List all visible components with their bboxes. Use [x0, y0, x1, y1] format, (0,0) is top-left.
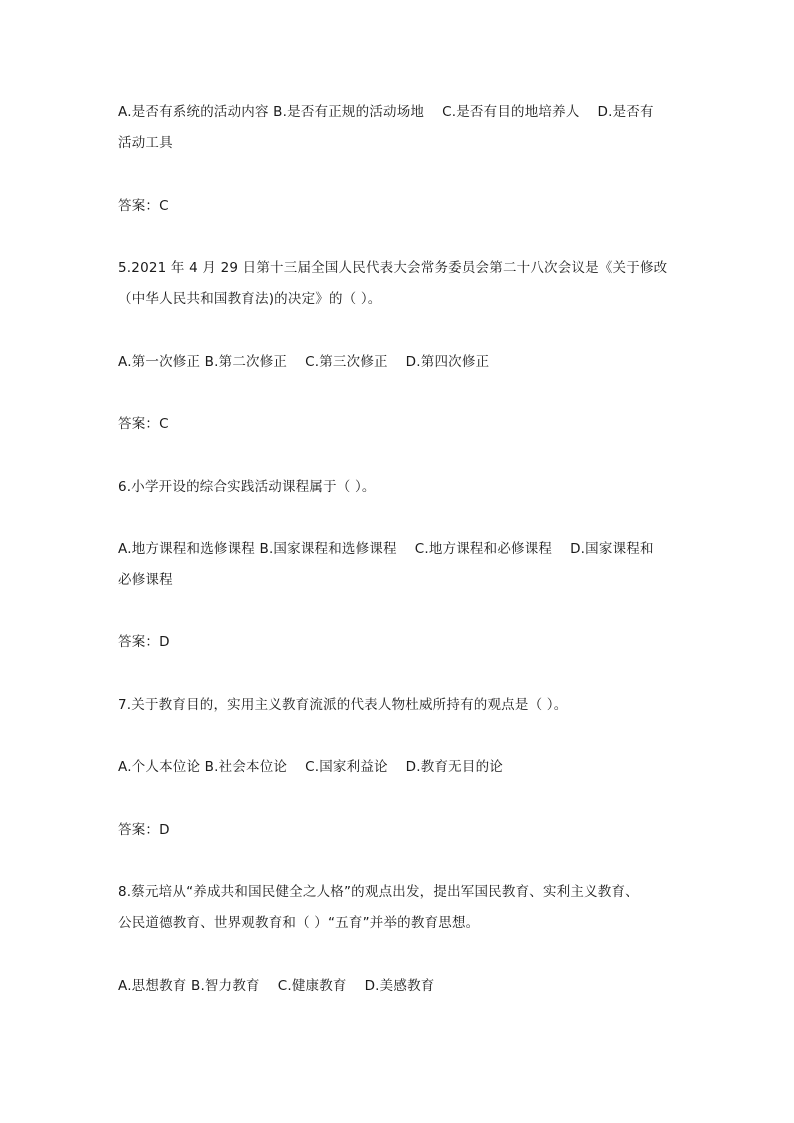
q6-answer: 答案：D	[118, 634, 170, 650]
q6-options-line-2: 必修课程	[118, 572, 173, 588]
q5-answer: 答案：C	[118, 416, 169, 432]
q4-options-line-1: A.是否有系统的活动内容 B.是否有正规的活动场地 C.是否有目的地培养人 D.是否有	[118, 104, 654, 120]
q5-options: A.第一次修正 B.第二次修正 C.第三次修正 D.第四次修正	[118, 354, 490, 370]
q7-options: A.个人本位论 B.社会本位论 C.国家利益论 D.教育无目的论	[118, 759, 503, 775]
q7-question: 7.关于教育目的，实用主义教育流派的代表人物杜威所持有的观点是（ ）。	[118, 697, 568, 713]
q7-answer: 答案：D	[118, 822, 170, 838]
q5-question-line-1: 5.2021 年 4 月 29 日第十三届全国人民代表大会常务委员会第二十八次会议是《关于修改	[118, 260, 668, 276]
q6-question: 6.小学开设的综合实践活动课程属于（ ）。	[118, 479, 376, 495]
q6-options-line-1: A.地方课程和选修课程 B.国家课程和选修课程 C.地方课程和必修课程 D.国家课程和	[118, 541, 654, 557]
q8-options: A.思想教育 B.智力教育 C.健康教育 D.美感教育	[118, 978, 435, 994]
q4-answer: 答案：C	[118, 198, 169, 214]
q5-question-line-2: （中华人民共和国教育法)的决定》的（ ）。	[118, 291, 382, 307]
q8-question-line-2: 公民道德教育、世界观教育和（ ）“五育”并举的教育思想。	[118, 915, 480, 931]
q8-question-line-1: 8.蔡元培从“养成共和国民健全之人格”的观点出发，提出军国民教育、实利主义教育、	[118, 884, 639, 900]
q4-options-line-2: 活动工具	[118, 135, 173, 151]
